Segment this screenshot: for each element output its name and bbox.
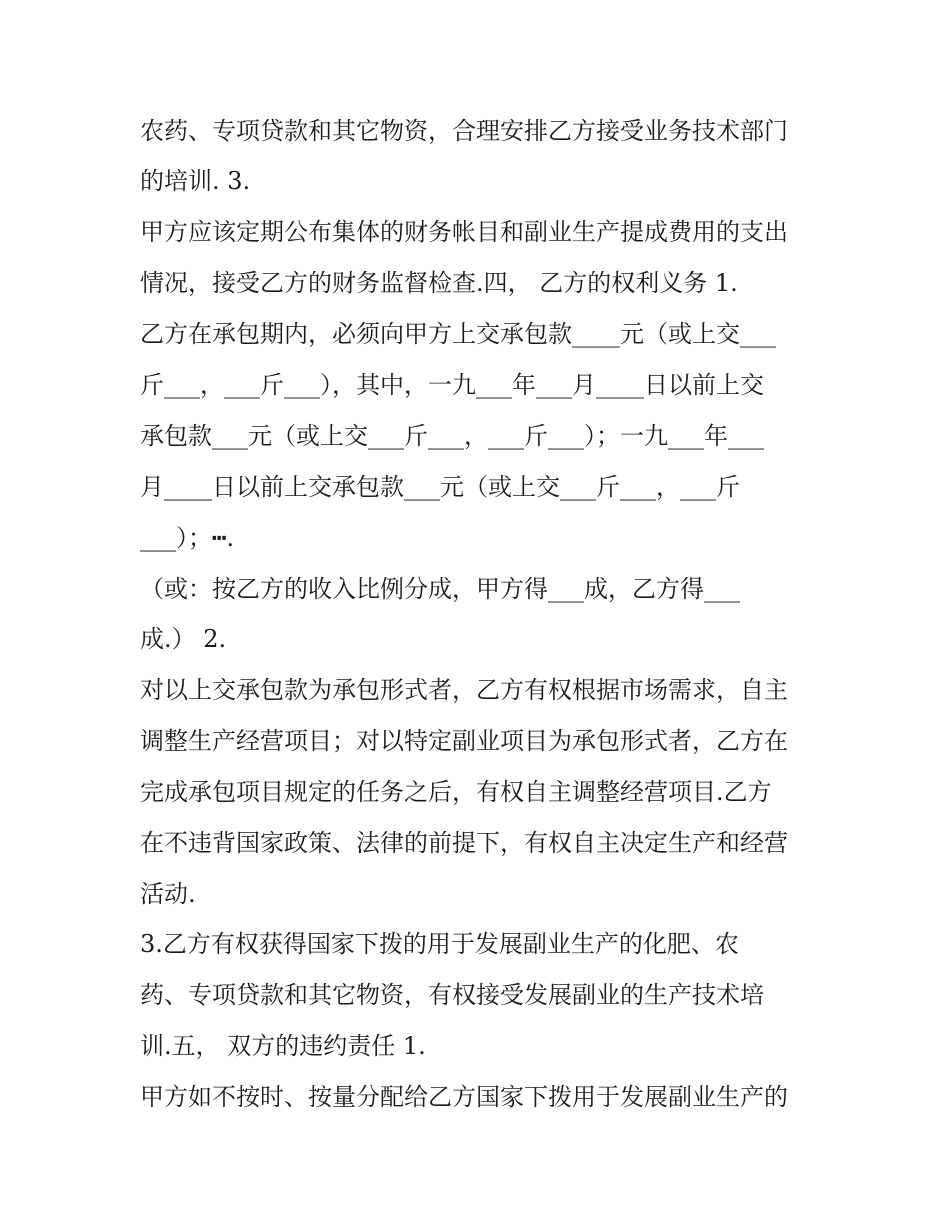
text-line: 甲方应该定期公布集体的财务帐目和副业生产提成费用的支出	[140, 218, 788, 246]
text-line: 甲方如不按时、按量分配给乙方国家下拨用于发展副业生产的	[140, 1083, 788, 1111]
text-line: 情况，接受乙方的财务监督检查.四， 乙方的权利义务 1.	[140, 269, 738, 297]
text-line: （或：按乙方的收入比例分成，甲方得___成，乙方得___	[140, 575, 740, 603]
text-line: 的培训. 3.	[140, 167, 251, 195]
text-line: 药、专项贷款和其它物资，有权接受发展副业的生产技术培	[140, 981, 764, 1009]
text-line: 完成承包项目规定的任务之后，有权自主调整经营项目.乙方	[140, 778, 772, 806]
text-line: 农药、专项贷款和其它物资，合理安排乙方接受业务技术部门	[140, 117, 788, 145]
text-line: 调整生产经营项目；对以特定副业项目为承包形式者，乙方在	[140, 727, 788, 755]
text-line: 3.乙方有权获得国家下拨的用于发展副业生产的化肥、农	[140, 930, 739, 958]
text-line: 活动.	[140, 880, 196, 908]
text-line: 在不违背国家政策、法律的前提下，有权自主决定生产和经营	[140, 829, 788, 857]
text-line: 斤___，___斤___），其中，一九___年___月____日以前上交	[140, 371, 764, 399]
text-line: 乙方在承包期内，必须向甲方上交承包款____元（或上交___	[140, 320, 776, 348]
text-line: 成.） 2.	[140, 625, 227, 653]
text-line: 月____日以前上交承包款___元（或上交___斤___，___斤	[140, 473, 740, 501]
text-line: 对以上交承包款为承包形式者，乙方有权根据市场需求，自主	[140, 676, 788, 704]
text-line: 承包款___元（或上交___斤___，___斤___）；一九___年___	[140, 422, 764, 450]
text-line: 训.五， 双方的违约责任 1.	[140, 1032, 426, 1060]
text-line: ___）；┅.	[140, 524, 235, 552]
